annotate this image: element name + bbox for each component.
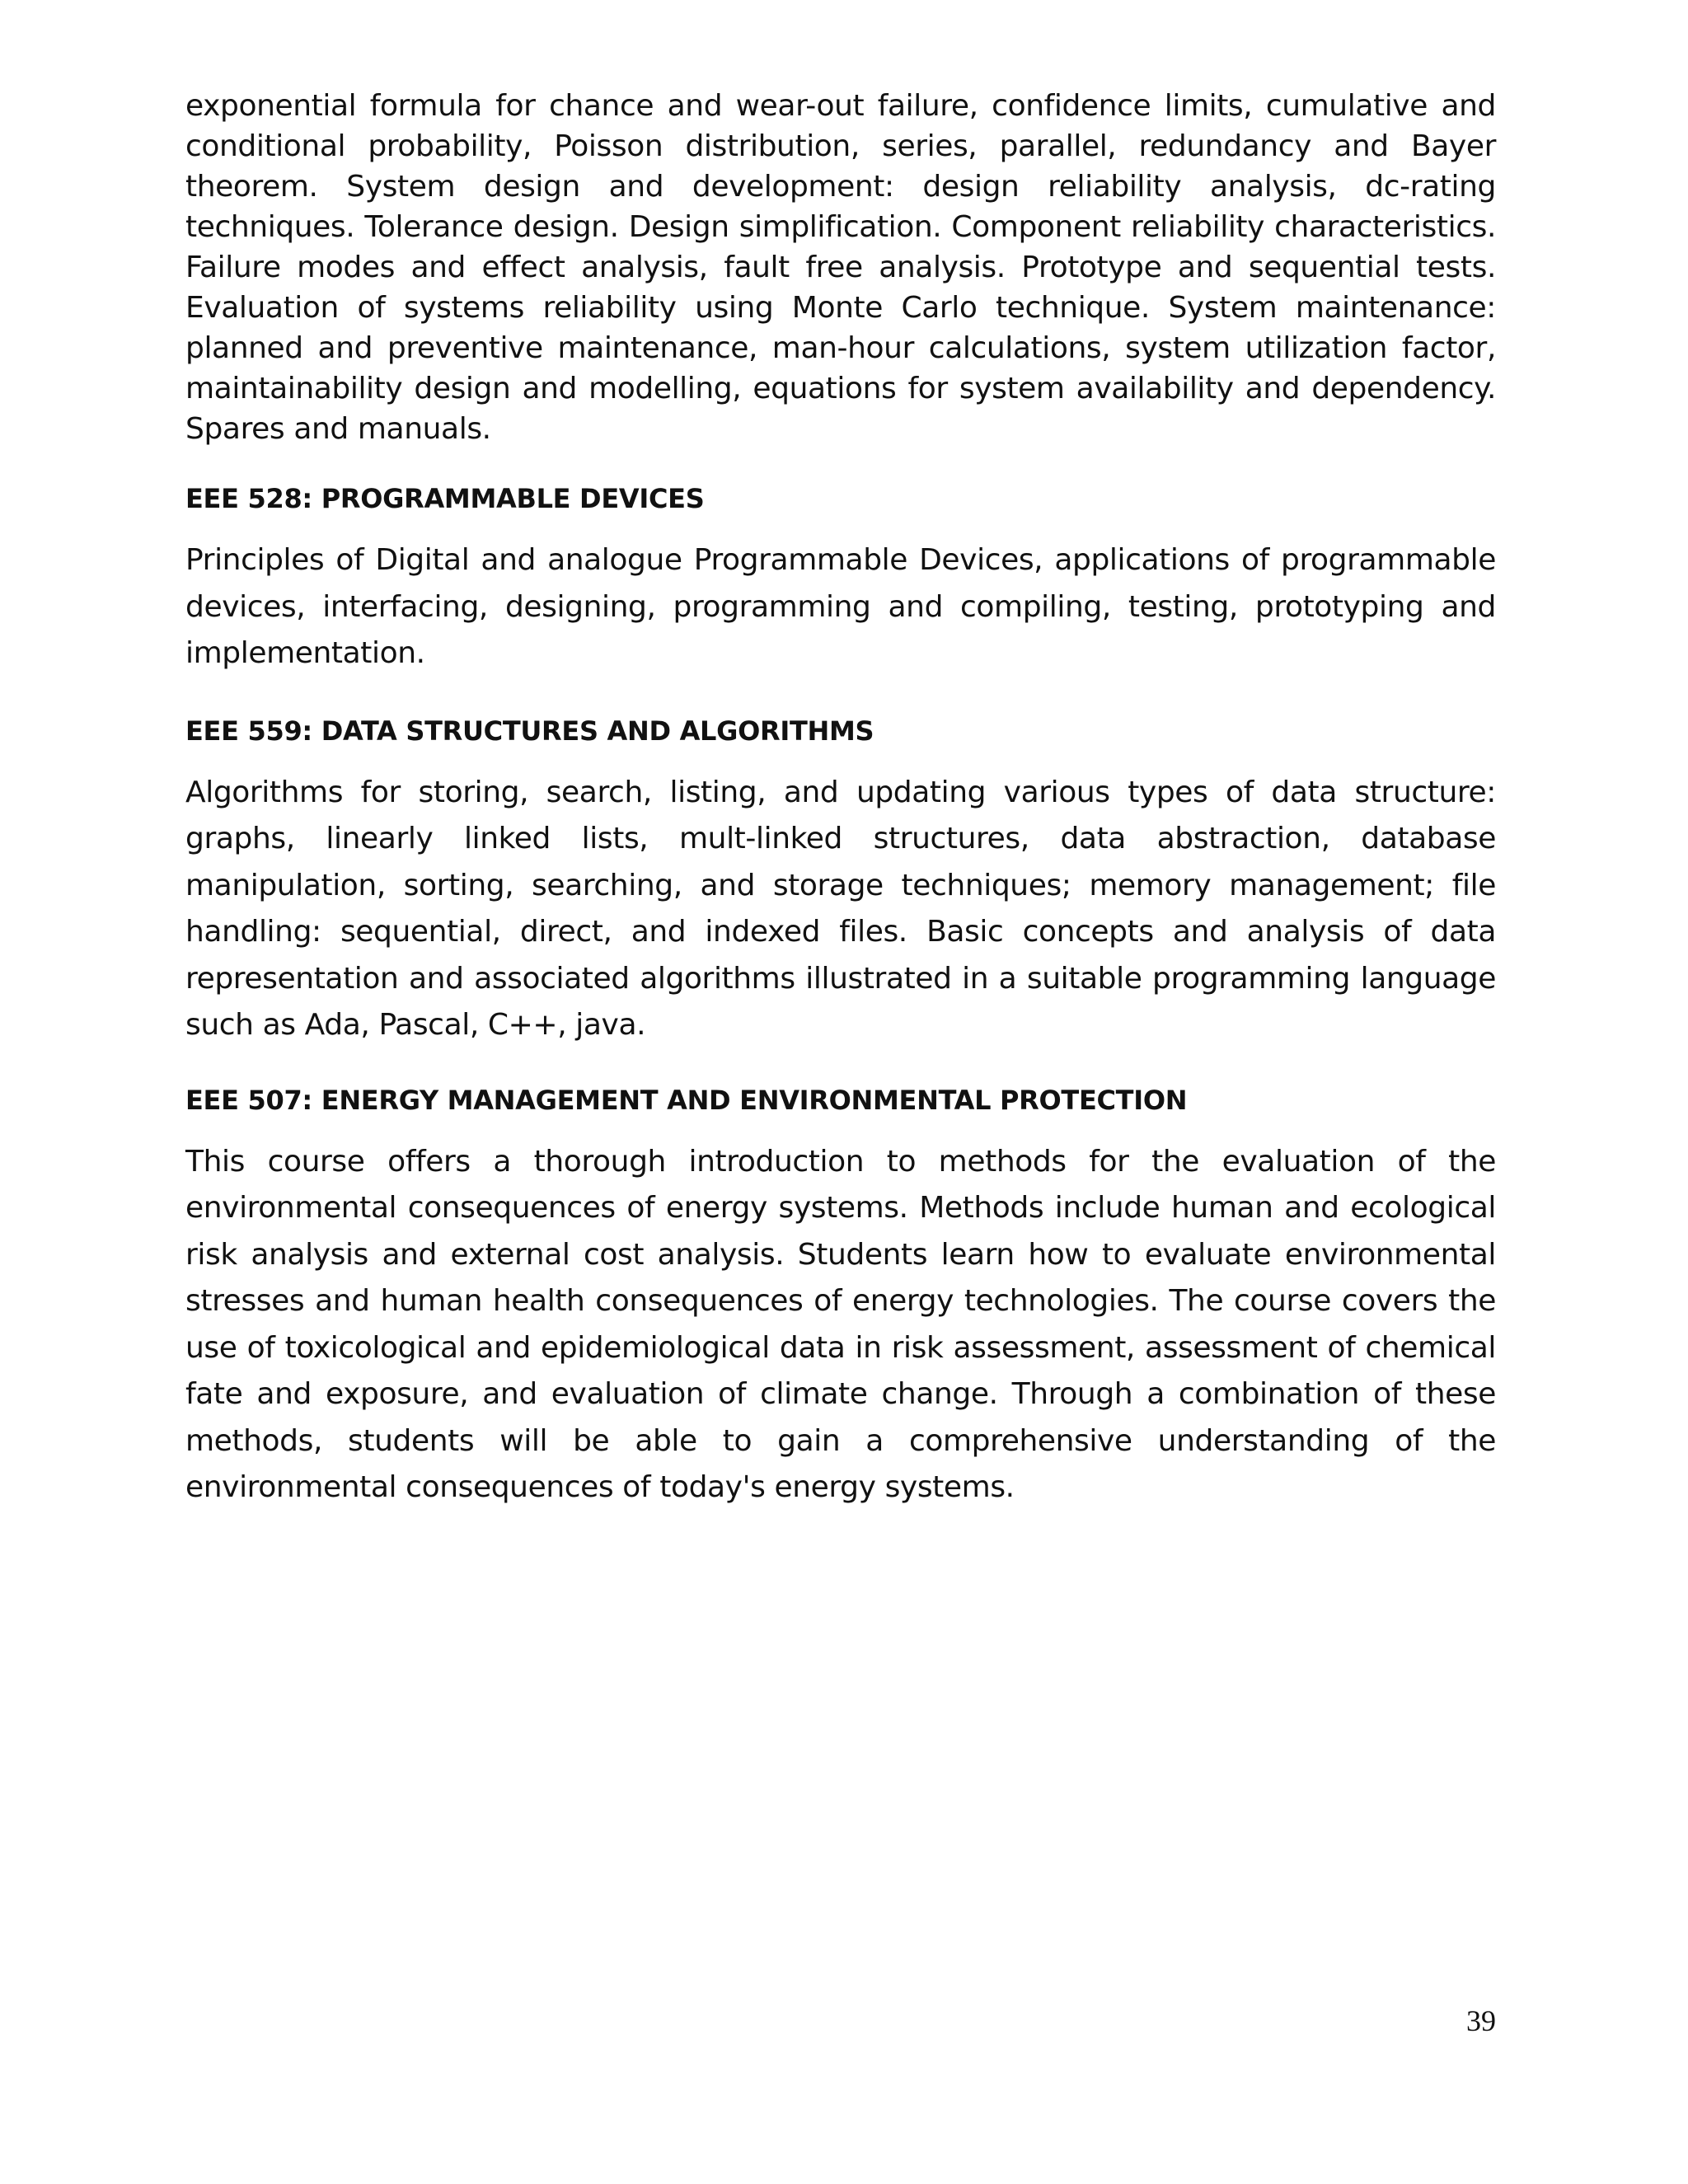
section-heading-eee-559: EEE 559: DATA STRUCTURES AND ALGORITHMS [185, 715, 874, 747]
document-page [185, 86, 1496, 1511]
page-number: 39 [1466, 2004, 1496, 2037]
intro-paragraph: exponential formula for chance and wear-out failure, confidence limits, cumulative and conditional probability, Poisson distribution, series, parallel, redundancy and Bayer theorem. System design and development: design reliability analysis, dc-rating techniques. Tolerance design. Design simplification. Component reliability characteristics. Failure modes and effect analysis, fault free analysis. Prototype and sequential tests. Evaluation of systems reliability using Monte Carlo technique. System maintenance: planned and preventive maintenance, man-hour calculations, system utilization factor, maintainability design and modelling, equations for system availability and dependency. Spares and manuals. [185, 89, 1496, 446]
section-heading-eee-528: EEE 528: PROGRAMMABLE DEVICES [185, 483, 705, 514]
section-body-eee-507: This course offers a thorough introduction to methods for the evaluation of the environmental consequences of energy systems. Methods include human and ecological risk analysis and external cost analysis. Students learn how to evaluate environmental stresses and human health consequences of energy technologies. The course covers the use of toxicological and epidemiological data in risk assessment, assessment of chemical fate and exposure, and evaluation of climate change. Through a combination of these methods, students will be able to gain a comprehensive understanding of the environmental consequences of today's energy systems. [185, 1144, 1496, 1504]
section-body-eee-559: Algorithms for storing, search, listing, and updating various types of data structure: graphs, linearly linked lists, mult-linked structures, data abstraction, database manipulation, sorting, searching, and storage techniques; memory management; file handling: sequential, direct, and indexed files. Basic concepts and analysis of data representation and associated algorithms illustrated in a suitable programming language such as Ada, Pascal, C++, java. [185, 775, 1496, 1042]
section-heading-eee-507: EEE 507: ENERGY MANAGEMENT AND ENVIRONMENTAL PROTECTION [185, 1084, 1188, 1116]
section-body-eee-528: Principles of Digital and analogue Programmable Devices, applications of programmable devices, interfacing, designing, programming and compiling, testing, prototyping and implementation. [185, 543, 1496, 670]
